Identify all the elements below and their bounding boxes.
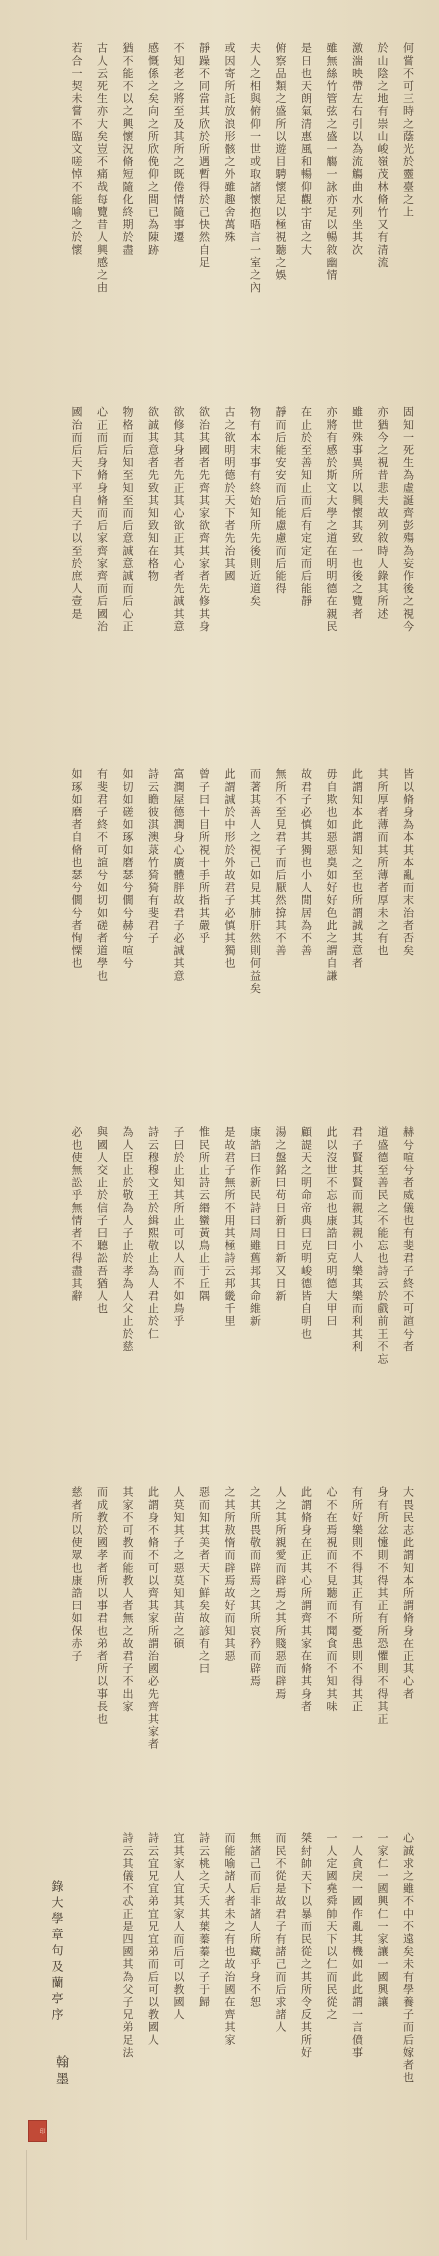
signature: 翰墨 bbox=[53, 2055, 68, 2089]
text-column: 雖無絲竹管弦之盛一觴一詠亦足以暢敘幽情 bbox=[325, 42, 338, 282]
text-column: 如切如磋如琢如磨瑟兮僩兮赫兮喧兮 bbox=[121, 768, 134, 970]
text-column: 一家仁一國興仁一家讓一國興讓 bbox=[376, 1832, 389, 2009]
text-column: 此謂脩身在正其心所謂齊其家在脩其身者 bbox=[299, 1486, 313, 1713]
text-column: 猶不能不以之興懷況脩短隨化終期於盡 bbox=[121, 42, 134, 257]
text-column: 此謂誠於中形於外故君子必慎其獨也 bbox=[223, 768, 236, 970]
text-column: 若合一契未嘗不臨文嗟悼不能喻之於懷 bbox=[70, 42, 83, 257]
text-column: 之其所敖惰而辟焉故好而知其惡 bbox=[223, 1486, 236, 1663]
text-column: 君子賢其賢而親其親小人樂其樂而利其利 bbox=[350, 1126, 364, 1353]
red-seal-stamp: 印 bbox=[28, 2120, 47, 2142]
text-column: 物有本末事有終始知所先後則近道矣 bbox=[248, 406, 262, 608]
text-column: 子曰於止知其所止可以人而不如鳥乎 bbox=[172, 1126, 185, 1328]
text-column: 宜其家人宜其家人而后可以教國人 bbox=[172, 1832, 185, 2021]
text-column: 激湍映帶左右引以為流觴曲水列坐其次 bbox=[350, 42, 364, 257]
text-column: 人莫知其子之惡莫知其苗之碩 bbox=[172, 1486, 185, 1650]
text-column: 與國人交止於信子曰聽訟吾猶人也 bbox=[95, 1126, 109, 1315]
text-column: 身有所忿懥則不得其正有所恐懼則不得其正 bbox=[376, 1486, 389, 1726]
text-column: 如琢如磨者自脩也瑟兮僩兮者恂慄也 bbox=[70, 768, 83, 970]
text-column: 心不在焉視而不見聽而不聞食而不知其味 bbox=[325, 1486, 338, 1713]
text-column: 或因寄所託放浪形骸之外雖趣舍萬殊 bbox=[223, 42, 236, 244]
text-column: 夫人之相與俯仰一世或取諸懷抱晤言一室之內 bbox=[248, 42, 262, 294]
text-column: 其家不可教而能教人者無之故君子不出家 bbox=[121, 1486, 134, 1713]
text-column: 物格而后知至知至而后意誠意誠而后心正 bbox=[121, 406, 134, 633]
text-column: 人之其所親愛而辟焉之其所賤惡而辟焉 bbox=[274, 1486, 287, 1701]
text-column: 靜而后能安安而后能慮慮而后能得 bbox=[274, 406, 287, 595]
text-column: 故君子必慎其獨也小人閒居為不善 bbox=[299, 768, 313, 957]
text-column: 而民不從是故君子有諸己而后求諸人 bbox=[274, 1832, 287, 2034]
text-column: 於山陰之地有崇山峻嶺茂林脩竹又有清流 bbox=[376, 42, 389, 269]
text-column: 是日也天朗氣清惠風和暢仰觀宇宙之大 bbox=[299, 42, 313, 257]
text-column: 而著其善人之視己如見其肺肝然則何益矣 bbox=[248, 768, 262, 995]
text-column: 心誠求之雖不中不遠矣未有學養子而后嫁者也 bbox=[401, 1832, 415, 2084]
text-column: 欲治其國者先齊其家欲齊其家者先修其身 bbox=[197, 406, 211, 633]
text-column: 而成教於國孝者所以事君也弟者所以事長也 bbox=[95, 1486, 109, 1726]
text-column: 詩云穆穆文王於緝熙敬止為人君止於仁 bbox=[146, 1126, 160, 1341]
text-column: 詩云瞻彼淇澳菉竹猗猗有斐君子 bbox=[146, 768, 160, 945]
text-column: 在止於至善知止而后有定定而后能靜 bbox=[299, 406, 313, 608]
text-column: 此以沒世不忘也康誥曰克明德大甲曰 bbox=[325, 1126, 338, 1328]
text-column: 毋自欺也如惡惡臭如好好色此之謂自謙 bbox=[325, 768, 338, 983]
text-column: 有所好樂則不得其正有所憂患則不得其正 bbox=[350, 1486, 364, 1713]
text-column: 亦猶今之視昔悲夫故列敘時人錄其所述 bbox=[376, 406, 389, 621]
text-column: 此謂身不脩不可以齊其家所謂治國必先齊其家者 bbox=[146, 1486, 160, 1751]
text-column: 惡而知其美者天下鮮矣故諺有之曰 bbox=[197, 1486, 211, 1675]
faint-collector-mark bbox=[26, 2150, 57, 2240]
inscription: 錄大學章句及蘭亭序 bbox=[50, 1880, 64, 2024]
text-column: 俯察品類之盛所以遊目騁懷足以極視聽之娛 bbox=[274, 42, 287, 282]
text-column: 心正而后身脩身脩而后家齊家齊而后國治 bbox=[95, 406, 109, 633]
text-column: 亦將有感於斯文大學之道在明明德在親民 bbox=[325, 406, 338, 633]
text-column: 富潤屋德潤身心廣體胖故君子必誠其意 bbox=[172, 768, 185, 983]
text-column: 有斐君子終不可諠兮如切如磋者道學也 bbox=[95, 768, 109, 983]
text-column: 不知老之將至及其所之既倦情隨事遷 bbox=[172, 42, 185, 244]
text-column: 感慨係之矣向之所欣俛仰之間已為陳跡 bbox=[146, 42, 160, 257]
text-column: 惟民所止詩云緡蠻黃鳥止于丘隅 bbox=[197, 1126, 211, 1303]
text-column: 雖世殊事異所以興懷其致一也後之覽者 bbox=[350, 406, 364, 621]
text-column: 大畏民志此謂知本所謂脩身在正其心者 bbox=[401, 1486, 415, 1701]
text-column: 是故君子無所不用其極詩云邦畿千里 bbox=[223, 1126, 236, 1328]
text-column: 一人定國堯舜帥天下以仁而民從之 bbox=[325, 1832, 338, 2021]
text-column: 其所厚者薄而其所薄者厚未之有也 bbox=[376, 768, 389, 957]
text-column: 詩云桃之夭夭其葉蓁蓁之子于歸 bbox=[197, 1832, 211, 2009]
text-column: 道盛德至善民之不能忘也詩云於戲前王不忘 bbox=[376, 1126, 389, 1366]
text-column: 欲誠其意者先致其知致知在格物 bbox=[146, 406, 160, 583]
text-column: 赫兮喧兮者威儀也有斐君子終不可諠兮者 bbox=[401, 1126, 415, 1353]
text-column: 固知一死生為虛誕齊彭殤為妄作後之視今 bbox=[401, 406, 415, 633]
text-column: 為人臣止於敬為人子止於孝為人父止於慈 bbox=[121, 1126, 134, 1353]
text-column: 何嘗不可三時之蔭光於靈臺之上 bbox=[401, 42, 415, 219]
text-column: 無諸己而后非諸人所藏乎身不恕 bbox=[248, 1832, 262, 2009]
text-column: 必也使無訟乎無情者不得盡其辭 bbox=[70, 1126, 83, 1303]
text-column: 詩云其儀不忒正是四國其為父子兄弟足法 bbox=[121, 1832, 134, 2059]
text-column: 顧諟天之明命帝典曰克明峻德皆自明也 bbox=[299, 1126, 313, 1341]
text-column: 此謂知本此謂知之至也所謂誠其意者 bbox=[350, 768, 364, 970]
text-column: 古之欲明明德於天下者先治其國 bbox=[223, 406, 236, 583]
text-column: 曾子曰十目所視十手所指其嚴乎 bbox=[197, 768, 211, 945]
text-column: 無所不至見君子而后厭然揜其不善 bbox=[274, 768, 287, 957]
text-column: 欲修其身者先正其心欲正其心者先誠其意 bbox=[172, 406, 185, 633]
text-column: 桀紂帥天下以暴而民從之其所令反其所好 bbox=[299, 1832, 313, 2059]
text-column: 國治而后天下平自天子以至於庶人壹是 bbox=[70, 406, 83, 621]
text-column: 之其所畏敬而辟焉之其所哀矜而辟焉 bbox=[248, 1486, 262, 1688]
text-column: 湯之盤銘曰苟日新日日新又日新 bbox=[274, 1126, 287, 1303]
text-column: 一人貪戾一國作亂其機如此此謂一言僨事 bbox=[350, 1832, 364, 2059]
text-column: 靜躁不同當其欣於所遇暫得於己快然自足 bbox=[197, 42, 211, 269]
text-column: 古人云死生亦大矣豈不痛哉每覽昔人興感之由 bbox=[95, 42, 109, 294]
text-column: 皆以脩身為本其本亂而末治者否矣 bbox=[401, 768, 415, 957]
text-column: 康誥曰作新民詩曰周雖舊邦其命維新 bbox=[248, 1126, 262, 1328]
text-column: 慈者所以使眾也康誥曰如保赤子 bbox=[70, 1486, 83, 1663]
text-column: 詩云宜兄宜弟宜兄宜弟而后可以教國人 bbox=[146, 1832, 160, 2047]
text-column: 而能喻諸人者未之有也故治國在齊其家 bbox=[223, 1832, 236, 2047]
